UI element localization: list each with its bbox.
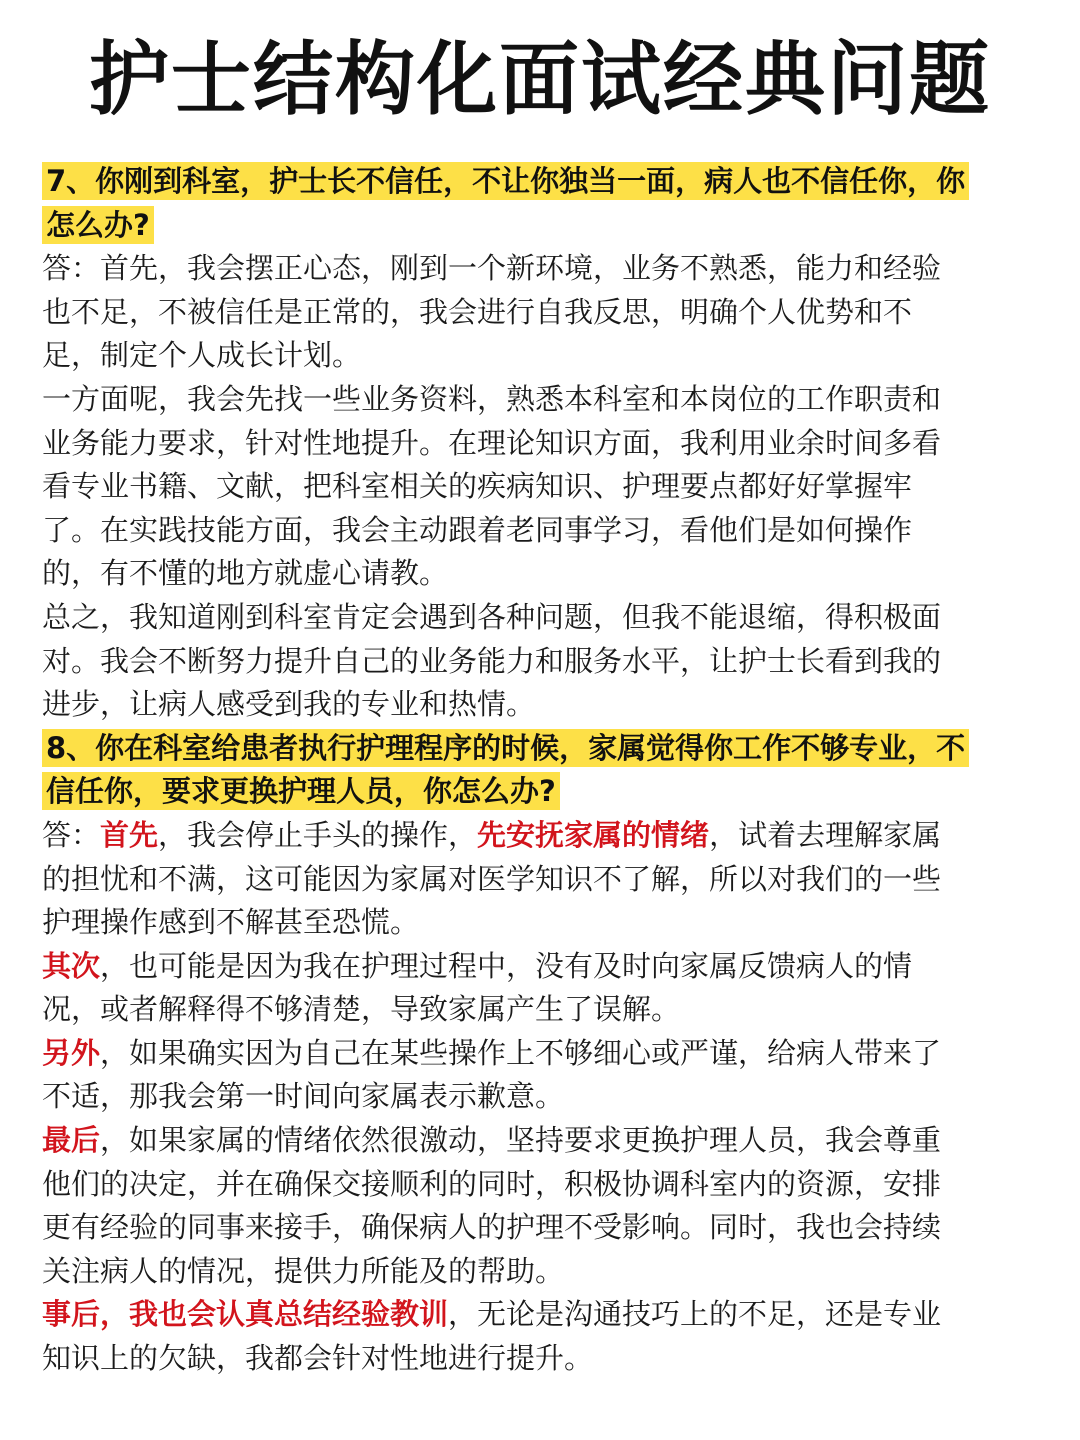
answer-line	[42, 814, 1038, 858]
question-highlight: 8、你在科室给患者执行护理程序的时候，家属觉得你工作不够专业，不	[42, 729, 969, 767]
answer-line: 更有经验的同事来接手，确保病人的护理不受影响。同时，我也会持续	[42, 1210, 942, 1245]
question-7	[42, 160, 1038, 247]
answer-line	[42, 1032, 1038, 1076]
answer-text: ，也可能是因为我在护理过程中，没有及时向家属反馈病人的情	[100, 948, 913, 983]
answer-line	[42, 1119, 1038, 1163]
answer-text: ，如果家属的情绪依然很激动，坚持要求更换护理人员，我会尊重	[100, 1123, 942, 1158]
answer-line: 一方面呢，我会先找一些业务资料，熟悉本科室和本岗位的工作职责和	[42, 381, 942, 416]
answer-7	[42, 247, 1038, 727]
question-line	[42, 727, 1038, 771]
question-highlight: 信任你，要求更换护理人员，你怎么办?	[42, 772, 560, 810]
answer-line: 护理操作感到不解甚至恐慌。	[42, 905, 420, 940]
question-8	[42, 727, 1038, 814]
emphasis-text: 其次	[42, 948, 101, 983]
answer-text: ，无论是沟通技巧上的不足，还是专业	[448, 1297, 942, 1332]
answer-line: 看专业书籍、文献，把科室相关的疾病知识、护理要点都好好掌握牢	[42, 469, 913, 504]
answer-line: 他们的决定，并在确保交接顺利的同时，积极协调科室内的资源，安排	[42, 1166, 942, 1201]
answer-text: ，如果确实因为自己在某些操作上不够细心或严谨，给病人带来了	[100, 1035, 942, 1070]
content	[42, 160, 1038, 1381]
answer-line	[42, 945, 1038, 989]
emphasis-text: 首先	[100, 817, 159, 852]
question-line	[42, 160, 1038, 204]
answer-line: 关注病人的情况，提供力所能及的帮助。	[42, 1253, 565, 1288]
answer-line: 知识上的欠缺，我都会针对性地进行提升。	[42, 1341, 594, 1376]
answer-line: 的担忧和不满，这可能因为家属对医学知识不了解，所以对我们的一些	[42, 861, 942, 896]
question-line	[42, 770, 1038, 814]
answer-line: 了。在实践技能方面，我会主动跟着老同事学习，看他们是如何操作	[42, 512, 913, 547]
emphasis-text: 另外	[42, 1035, 101, 1070]
question-highlight: 怎么办?	[42, 206, 154, 244]
answer-line	[42, 1293, 1038, 1337]
question-highlight: 7、你刚到科室，护士长不信任，不让你独当一面，病人也不信任你，你	[42, 162, 969, 200]
answer-line: 况，或者解释得不够清楚，导致家属产生了误解。	[42, 992, 681, 1027]
answer-line: 足，制定个人成长计划。	[42, 338, 362, 373]
answer-line: 业务能力要求，针对性地提升。在理论知识方面，我利用业余时间多看	[42, 425, 942, 460]
answer-line: 的，有不懂的地方就虚心请教。	[42, 556, 449, 591]
answer-line: 不适，那我会第一时间向家属表示歉意。	[42, 1079, 565, 1114]
emphasis-text: 最后	[42, 1123, 101, 1158]
answer-text: ，试着去理解家属	[709, 817, 942, 852]
emphasis-text: 事后，我也会认真总结经验教训	[42, 1297, 449, 1332]
answer-line: 也不足，不被信任是正常的，我会进行自我反思，明确个人优势和不	[42, 294, 913, 329]
page-title: 护士结构化面试经典问题	[89, 33, 991, 126]
emphasis-text: 先安抚家属的情绪	[477, 817, 710, 852]
answer-8	[42, 814, 1038, 1381]
answer-prefix: 答：	[42, 817, 101, 852]
answer-line: 答：首先，我会摆正心态，刚到一个新环境，业务不熟悉，能力和经验	[42, 251, 942, 286]
answer-line: 对。我会不断努力提升自己的业务能力和服务水平，让护士长看到我的	[42, 643, 942, 678]
question-line	[42, 204, 1038, 248]
answer-line: 进步，让病人感受到我的专业和热情。	[42, 687, 536, 722]
answer-line: 总之，我知道刚到科室肯定会遇到各种问题，但我不能退缩，得积极面	[42, 599, 942, 634]
answer-text: ，我会停止手头的操作，	[158, 817, 478, 852]
